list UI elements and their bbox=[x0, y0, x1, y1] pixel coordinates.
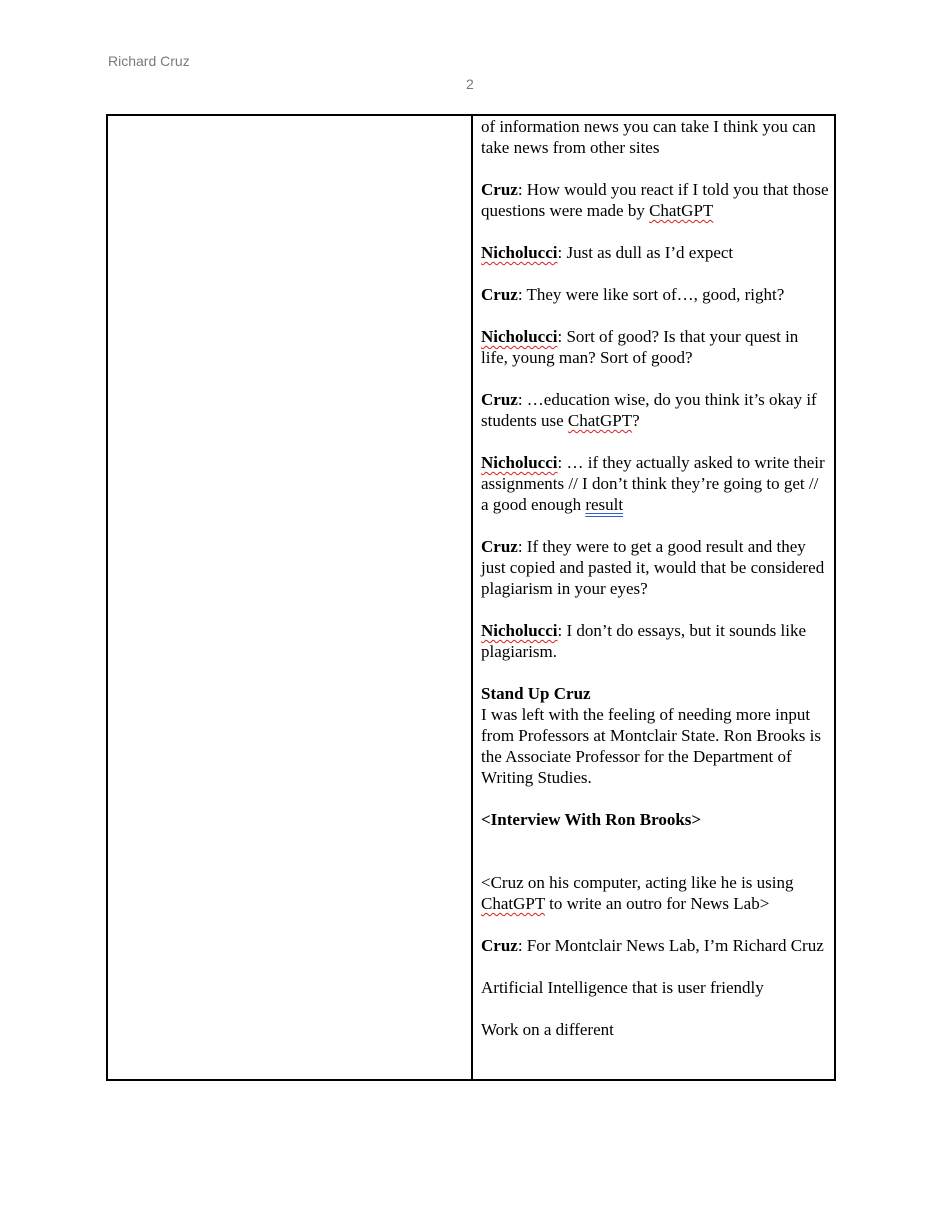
spelling-flagged-word[interactable]: ChatGPT bbox=[649, 201, 714, 220]
spelling-flagged-word[interactable]: ChatGPT bbox=[567, 411, 633, 430]
stage-direction bbox=[481, 872, 829, 914]
paragraph-text: : If they were to get a good result and they just copied and pasted it, would that be considered plagiarism in your eyes? bbox=[481, 537, 825, 598]
section-heading: Stand Up Cruz bbox=[481, 684, 591, 703]
paragraph-text: : Sort of good? Is that your quest in life, young man? Sort of good? bbox=[481, 327, 799, 367]
transcript-paragraph bbox=[481, 536, 829, 599]
page-number: 2 bbox=[466, 76, 474, 92]
speaker-name: Cruz bbox=[481, 285, 518, 304]
speaker-name: Cruz bbox=[481, 537, 518, 556]
paragraph-text: : They were like sort of…, good, right? bbox=[517, 285, 785, 304]
grammar-flagged-word[interactable]: result bbox=[585, 495, 624, 514]
paragraph-text: ? bbox=[632, 411, 640, 430]
transcript-paragraph bbox=[481, 284, 829, 305]
transcript-paragraph bbox=[481, 116, 829, 158]
transcript-paragraph bbox=[481, 326, 829, 368]
page-header-author: Richard Cruz bbox=[108, 53, 190, 69]
transcript-paragraph bbox=[481, 935, 829, 956]
transcript-paragraph bbox=[481, 389, 829, 431]
speaker-name[interactable]: Nicholucci bbox=[481, 453, 558, 472]
paragraph-text: to write an outro for News Lab> bbox=[544, 894, 770, 913]
transcript-paragraph bbox=[481, 620, 829, 662]
transcript-paragraph bbox=[481, 179, 829, 221]
paragraph-text: : … if they actually asked to write their assignments // I don’t think they’re going to get // a good enough bbox=[481, 453, 825, 514]
column-divider bbox=[471, 116, 473, 1079]
speaker-name[interactable]: Nicholucci bbox=[481, 243, 558, 262]
transcript-paragraph bbox=[481, 242, 829, 263]
paragraph-text: of information news you can take I think you can take news from other sites bbox=[481, 117, 816, 157]
paragraph-text: : How would you react if I told you that those questions were made by bbox=[481, 180, 829, 220]
transcript-paragraph: Artificial Intelligence that is user friendly bbox=[481, 978, 764, 997]
speaker-name[interactable]: Nicholucci bbox=[481, 621, 558, 640]
interview-marker: <Interview With Ron Brooks> bbox=[481, 810, 702, 829]
transcript-column bbox=[481, 116, 829, 1040]
speaker-name: Cruz bbox=[481, 936, 518, 955]
paragraph-text: : Just as dull as I’d expect bbox=[557, 243, 734, 262]
speaker-name: Cruz bbox=[481, 390, 518, 409]
speaker-name: Cruz bbox=[481, 180, 518, 199]
speaker-name[interactable]: Nicholucci bbox=[481, 327, 558, 346]
paragraph-text: : For Montclair News Lab, I’m Richard Cruz bbox=[517, 936, 824, 955]
transcript-paragraph: I was left with the feeling of needing more input from Professors at Montclair State. Ron Brooks is the Associate Professor for the Department of Writing Studies. bbox=[481, 705, 821, 787]
paragraph-text: : …education wise, do you think it’s okay if students use bbox=[481, 390, 817, 430]
paragraph-text: : I don’t do essays, but it sounds like plagiarism. bbox=[481, 621, 807, 661]
transcript-paragraph bbox=[481, 452, 829, 515]
spelling-flagged-word[interactable]: ChatGPT bbox=[481, 894, 545, 913]
transcript-paragraph: Work on a different bbox=[481, 1020, 614, 1039]
script-table bbox=[106, 114, 836, 1081]
paragraph-text: <Cruz on his computer, acting like he is using bbox=[481, 873, 794, 892]
